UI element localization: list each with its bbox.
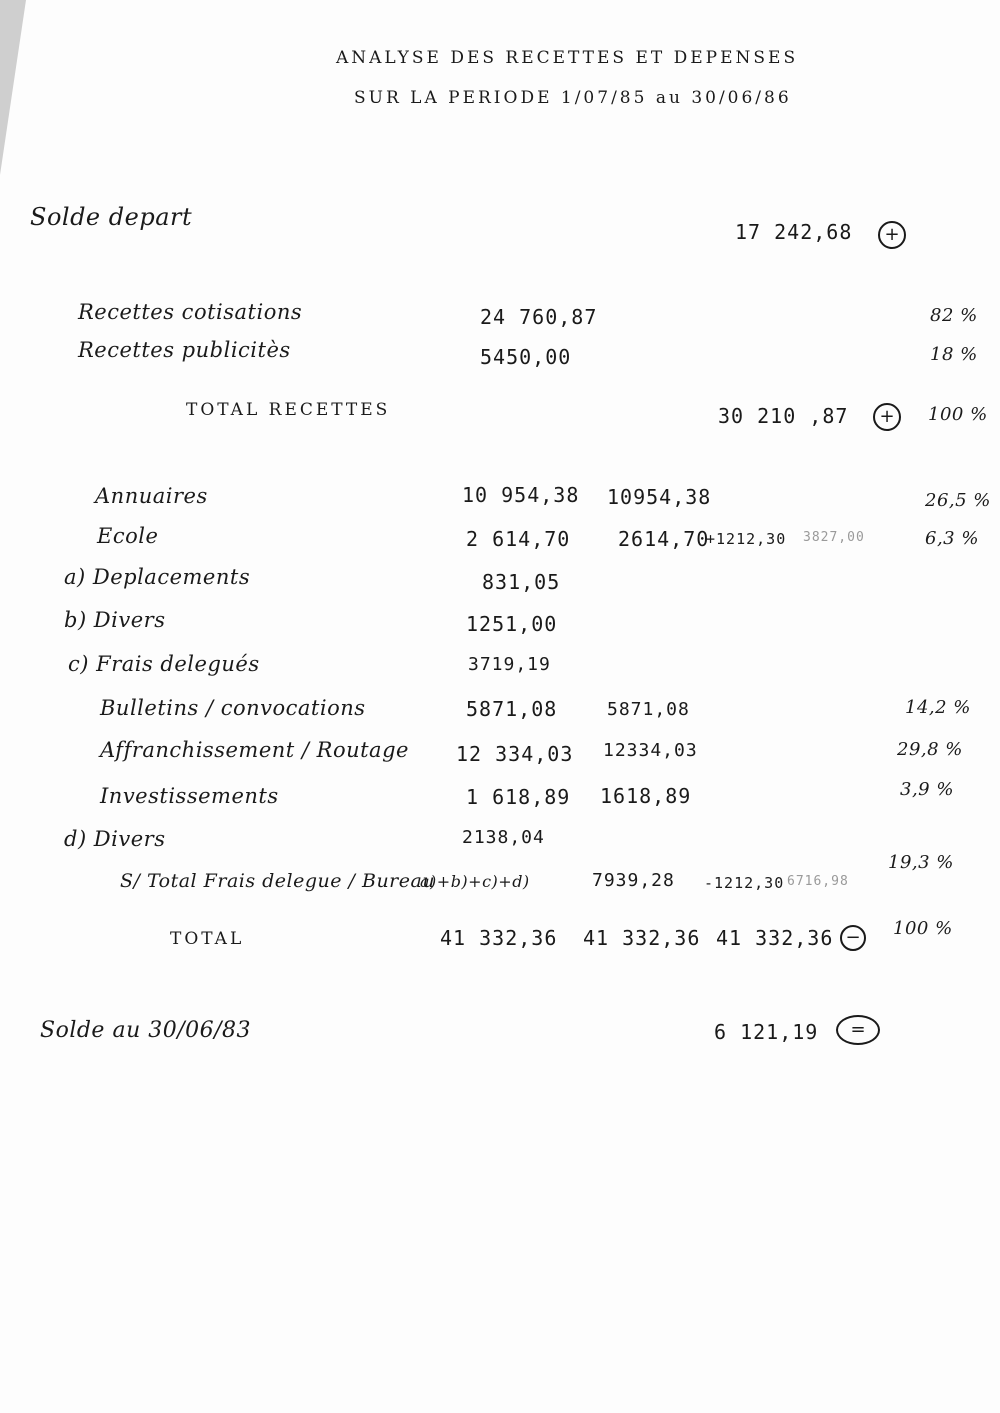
affranchissement-percent: 29,8 % [897, 739, 963, 760]
divers-b-label: b) Divers [64, 608, 166, 632]
bulletins-label: Bulletins / convocations [100, 696, 366, 720]
ecole-value-2: 2614,70 [618, 527, 710, 551]
plus-sign-2: + [879, 406, 895, 427]
affranchissement-value-2: 12334,03 [603, 740, 698, 761]
recettes-publicites-label: Recettes publicitès [78, 338, 291, 362]
divers-d-label: d) Divers [64, 827, 166, 851]
solde-depart-value: 17 242,68 [735, 220, 853, 244]
affranchissement-value: 12 334,03 [456, 742, 574, 766]
total-value: 41 332,36 [440, 926, 558, 950]
solde-fin-value: 6 121,19 [714, 1020, 819, 1044]
stotal-faint-total: 6716,98 [787, 874, 849, 889]
stotal-percent: 19,3 % [888, 852, 954, 873]
total-value-3: 41 332,36 [716, 926, 834, 950]
minus-sign: − [845, 927, 861, 948]
total-recettes-percent: 100 % [928, 404, 988, 425]
recettes-publicites-value: 5450,00 [480, 345, 572, 369]
deplacements-value: 831,05 [482, 570, 561, 594]
affranchissement-label: Affranchissement / Routage [100, 738, 409, 762]
total-value-2: 41 332,36 [583, 926, 701, 950]
plus-sign: + [884, 224, 900, 245]
equals-circle-icon [836, 1015, 880, 1045]
annuaires-percent: 26,5 % [925, 490, 991, 511]
ecole-value: 2 614,70 [466, 527, 571, 551]
recettes-cotisations-value: 24 760,87 [480, 305, 598, 329]
stotal-formula: a)+b)+c)+d) [420, 872, 530, 891]
solde-fin-label: Solde au 30/06/83 [40, 1018, 252, 1043]
ecole-faint-total: 3827,00 [803, 530, 865, 545]
plus-circle-icon-2 [873, 403, 901, 431]
recettes-cotisations-label: Recettes cotisations [78, 300, 303, 324]
solde-depart-label: Solde depart [30, 203, 193, 231]
ecole-adjustment: +1212,30 [706, 530, 787, 548]
divers-d-value: 2138,04 [462, 827, 545, 848]
title-line-1: ANALYSE DES RECETTES ET DEPENSES [336, 48, 799, 68]
total-recettes-value: 30 210 ,87 [718, 404, 849, 428]
investissements-label: Investissements [100, 784, 279, 808]
title-line-2: SUR LA PERIODE 1/07/85 au 30/06/86 [354, 88, 792, 108]
divers-b-value: 1251,00 [466, 612, 558, 636]
total-label: TOTAL [170, 929, 245, 949]
recettes-publicites-percent: 18 % [930, 344, 978, 365]
bulletins-value: 5871,08 [466, 697, 558, 721]
equals-sign: = [850, 1019, 866, 1040]
stotal-adjustment: -1212,30 [704, 874, 785, 892]
minus-circle-icon [840, 925, 866, 951]
recettes-cotisations-percent: 82 % [930, 305, 978, 326]
total-recettes-label: TOTAL RECETTES [186, 400, 391, 420]
frais-delegues-value: 3719,19 [468, 654, 551, 675]
annuaires-label: Annuaires [95, 484, 208, 508]
investissements-value-2: 1618,89 [600, 784, 692, 808]
ecole-percent: 6,3 % [925, 528, 979, 549]
investissements-value: 1 618,89 [466, 785, 571, 809]
bulletins-percent: 14,2 % [905, 697, 971, 718]
folded-corner [0, 0, 26, 175]
ecole-label: Ecole [97, 524, 159, 548]
stotal-label: S/ Total Frais delegue / Bureau [120, 870, 436, 892]
investissements-percent: 3,9 % [900, 779, 954, 800]
annuaires-value: 10 954,38 [462, 483, 580, 507]
bulletins-value-2: 5871,08 [607, 699, 690, 720]
deplacements-label: a) Deplacements [64, 565, 251, 589]
plus-circle-icon [878, 221, 906, 249]
frais-delegues-label: c) Frais delegués [68, 652, 260, 676]
annuaires-value-2: 10954,38 [607, 485, 712, 509]
total-percent: 100 % [893, 918, 953, 939]
stotal-value-2: 7939,28 [592, 870, 675, 891]
